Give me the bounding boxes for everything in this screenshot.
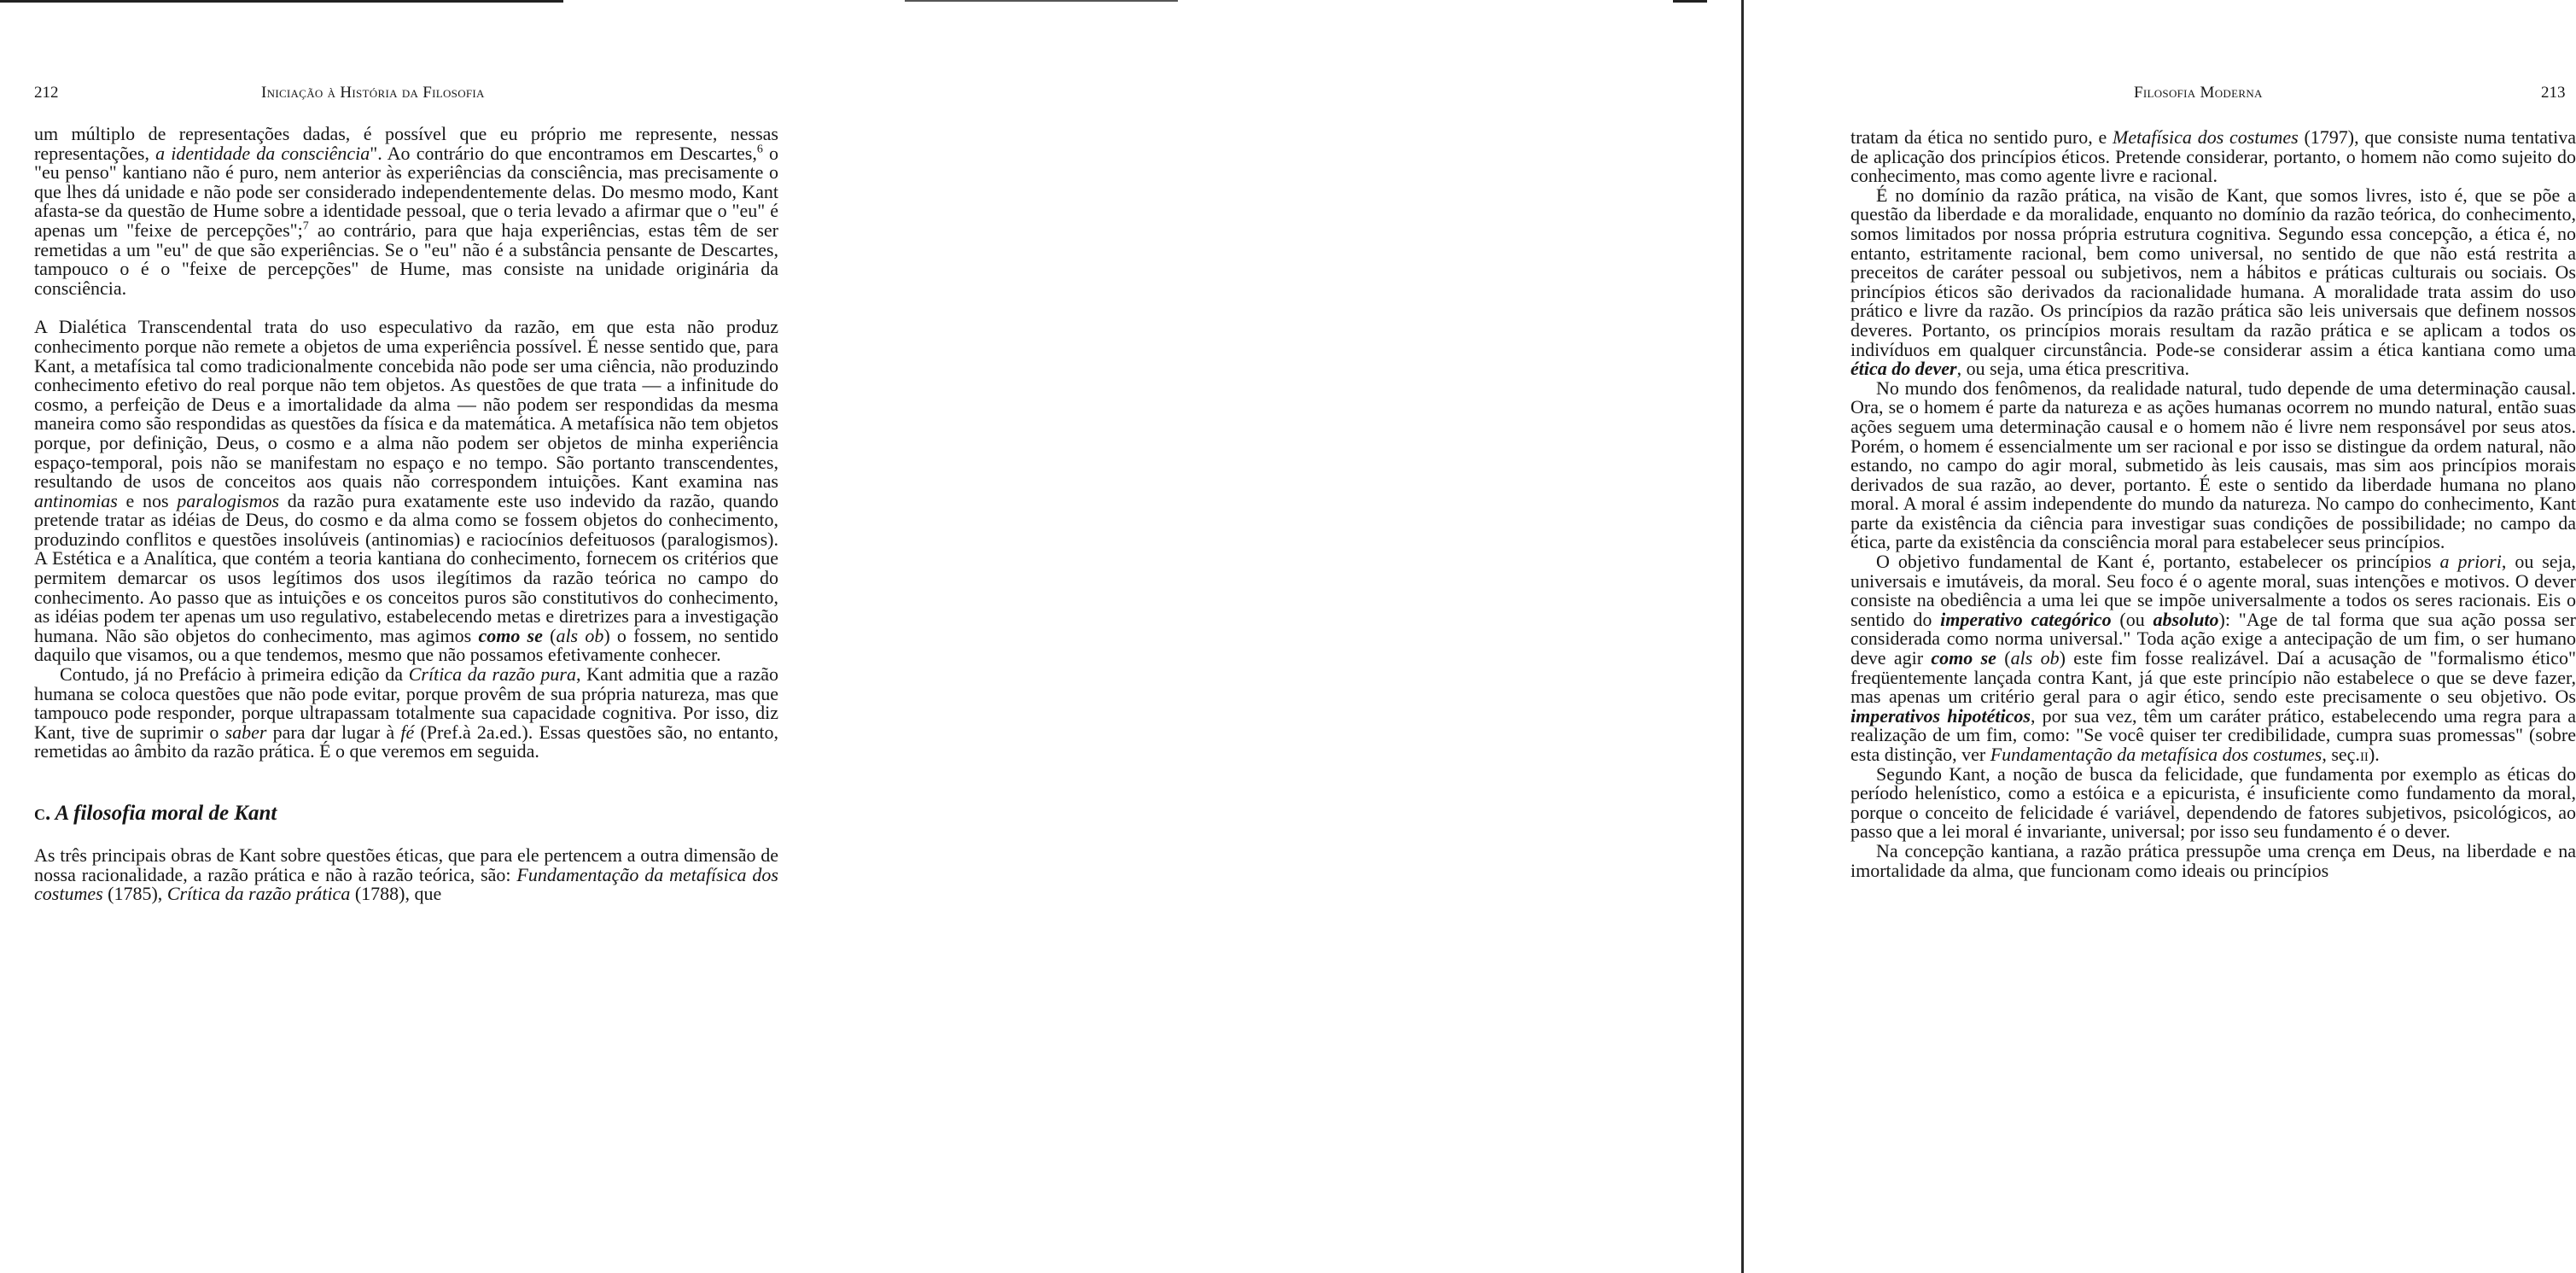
text-run: Segundo Kant, a noção de busca da felicidade, que fundamenta por exemplo as éticas do período helenístico, como a estóica e a epicurista, é insuficiente como fundamento da moral, porque o conceito de felicidade é variável, dependendo de fatores subjetivos, psicológicos, ao passo que a lei moral é invariante, universal; por isso seu fundamento é o dever. xyxy=(1850,762,2576,843)
italic-text: fé xyxy=(400,721,415,743)
text-run: (Pref.à 2a.ed.). Essas questões são, no entanto, remetidas ao âmbito da razão prática. É o que veremos em seguida. xyxy=(34,721,778,762)
section-title: A filosofia moral de Kant xyxy=(55,802,277,825)
right-page xyxy=(862,0,2576,1273)
italic-text: a priori xyxy=(2439,551,2502,573)
italic-text: paralogismos xyxy=(177,489,280,511)
text-run: Contudo, já no Prefácio à primeira edição da xyxy=(60,663,409,686)
paragraph xyxy=(1850,186,2576,379)
bold-italic-text: ética do dever xyxy=(1850,358,1957,380)
text-run: No mundo dos fenômenos, da realidade natural, tudo depende de uma determinação causal. Ora, se o homem é parte da natureza e as ações humanas ocorrem no mundo natural, então suas ações seguem uma determinação causal e o homem não é livre nem responsável por seus atos. Porém, o homem é essencialmente um ser racional e por isso se distingue da ordem natural, não estando, no campo do agir moral, submetido às leis causais, mas sim aos princípios morais derivados de sua razão, ao dever, portanto. É este o sentido da liberdade humana no plano moral. A moral é assim independente do mundo da natureza. No campo do conhecimento, Kant parte da existência da ciência para investigar suas condições de possibilidade; no campo da ética, parte da existência da consciência moral para estabelecer seus princípios. xyxy=(1850,377,2576,553)
text-run: (1785), xyxy=(102,883,167,905)
italic-text: als ob xyxy=(2010,647,2060,669)
paragraph xyxy=(34,125,778,298)
running-head: Filosofia Moderna xyxy=(2134,84,2263,102)
bold-italic-text: como se xyxy=(478,624,543,646)
italic-text: Crítica da razão pura xyxy=(408,663,576,686)
text-run: , ou seja, universais e imutáveis, da moral. Seu foco é o agente moral, suas intenções e motivos. O dever consiste na obediência a uma lei que se impõe universalmente a todos os seres racionais. Eis o sentido do xyxy=(1850,551,2576,630)
paragraph xyxy=(1850,762,2576,843)
paragraph xyxy=(34,846,778,904)
footnote-ref: 7 xyxy=(302,219,309,233)
italic-text: Fundamentação da metafísica dos costumes xyxy=(34,863,778,905)
text-run: e nos xyxy=(117,489,178,511)
left-page xyxy=(0,0,862,1273)
bold-italic-text: imperativo categórico xyxy=(1940,608,2112,630)
paragraph xyxy=(1850,839,2576,881)
text-run: ". Ao contrário do que encontramos em Descartes, xyxy=(370,142,757,164)
paragraph xyxy=(1850,128,2576,186)
text-run: um múltiplo de representações dadas, é possível que eu próprio me represente, nessas representações, xyxy=(34,123,778,164)
text-run: ): "Age de tal forma que sua ação possa ser considerada como norma universal." Toda ação exige a antecipação de um fim, o ser humano deve agir xyxy=(1850,608,2576,669)
bold-italic-text: como se xyxy=(1931,647,1996,669)
text-run: As três principais obras de Kant sobre questões éticas, que para ele pertencem a outra dimensão de nossa racionalidade, a razão prática e não à razão teórica, são: xyxy=(34,844,778,885)
body-text xyxy=(34,125,778,904)
text-run: , Kant admitia que a razão humana se coloca questões que não pode evitar, porque provêm de sua própria natureza, mas que tampouco pode responder, porque ultrapassam totalmente sua capacidade cognitiva. Por isso, diz Kant, tive de suprimir o xyxy=(34,663,778,743)
bold-italic-text: imperativos hipotéticos xyxy=(1850,704,2031,727)
italic-text: als ob xyxy=(556,624,604,646)
text-run: Na concepção kantiana, a razão prática pressupõe uma crença em Deus, na liberdade e na imortalidade da alma, que funcionam como ideais ou princípios xyxy=(1850,839,2576,881)
text-run: ( xyxy=(542,624,557,646)
running-head: Iniciação à História da Filosofia xyxy=(261,84,485,102)
paragraph-gap xyxy=(34,298,778,318)
text-run: ( xyxy=(1996,647,2011,669)
text-run: (1788), que xyxy=(350,883,442,905)
text-run: , ou seja, uma ética prescritiva. xyxy=(1956,358,2190,380)
italic-text: antinomias xyxy=(34,489,118,511)
paragraph xyxy=(1850,379,2576,552)
italic-text: Crítica da razão prática xyxy=(166,883,351,905)
body-text xyxy=(1850,128,2576,880)
text-run: , seç. xyxy=(2322,744,2360,765)
text-run: ) o fossem, no sentido daquilo que visamos, ou a que tendemos, mesmo que não possamos efetivamente conhecer. xyxy=(34,624,778,666)
text-run: ao contrário, para que haja experiências, estas têm de ser remetidas a um "eu" de que são experiências. Se o "eu" não é a substância pensante de Descartes, tampouco o é o "feixe de percepções" de Hume, mas consiste na unidade originária da consciência. xyxy=(34,219,778,299)
text-run: (ou xyxy=(2111,608,2153,630)
footnote-ref: 6 xyxy=(756,143,763,156)
text-run: A Dialética Transcendental trata do uso especulativo da razão, em que esta não produz conhecimento porque não remete a objetos de uma experiência possível. É nesse sentido que, para Kant, a metafísica tal como tradicionalmente concebida não pode ser uma ciência, não produzindo conhecimento efetivo do real porque não tem objetos. As questões de que trata — a infinitude do cosmo, a perfeição de Deus e a imortalidade da alma — não podem ser respondidas da mesma maneira como são respondidas as questões da física e da matemática. A metafísica não tem objetos porque, por definição, Deus, o cosmo e a alma não podem ser objetos de minha experiência espaço-temporal, pois não se manifestam no espaço e no tempo. São portanto transcendentes, resultando de usos de conceitos aos quais não correspondem intuições. Kant examina nas xyxy=(34,316,778,493)
section-letter: c. xyxy=(34,802,51,825)
bold-italic-text: absoluto xyxy=(2153,608,2219,630)
text-run: , por sua vez, têm um caráter prático, estabelecendo uma regra para a realização de um fim, como: "Se você quiser ter credibilidade, cumpra suas promessas" (sobre esta distinção, ver xyxy=(1850,704,2576,765)
italic-text: Fundamentação da metafísica dos costumes xyxy=(1990,744,2322,765)
text-run: É no domínio da razão prática, na visão de Kant, que somos livres, isto é, que se põe a questão da liberdade e da moralidade, enquanto no domínio da razão teórica, do conhecimento, somos limitados por nossa própria estrutura cognitiva. Segundo essa concepção, a ética é, no entanto, estritamente racional, bem como universal, no sentido de que não está restrita a preceitos de caráter pessoal ou subjetivos, nem a hábitos e práticas culturais ou sociais. Os princípios éticos são derivados da racionalidade humana. A moralidade trata assim do uso prático e livre da razão. Os princípios da razão prática são leis universais que definem nossos deveres. Portanto, os princípios morais resultam da razão prática e se aplicam a todos os indivíduos em qualquer circunstância. Pode-se considerar assim a ética kantiana como uma xyxy=(1850,184,2576,360)
italic-text: saber xyxy=(224,721,267,743)
text-run: da razão pura exatamente este uso indevido da razão, quando pretende tratar as idéias de Deus, do cosmo e da alma como se fossem objetos do conhecimento, produzindo conflitos e questões insolúveis (antinomias) e raciocínios defeituosos (paralogismos). A Estética e a Analítica, que contém a teoria kantiana do conhecimento, fornecem os critérios que permitem demarcar os usos legítimos dos usos ilegítimos da razão teórica no campo do conhecimento. Ao passo que as intuições e os conceitos puros são constitutivos do conhecimento, as idéias podem ter apenas um uso regulativo, estabelecendo metas e diretrizes para a investigação humana. Não são objetos do conhecimento, mas agimos xyxy=(34,489,779,646)
text-run: (1797), que consiste numa tentativa de aplicação dos princípios éticos. Pretende considerar, portanto, o homem não como sujeito do conhecimento, mas como agente livre e racional. xyxy=(1850,126,2576,187)
paragraph-gap xyxy=(34,781,778,801)
italic-text: Metafísica dos costumes xyxy=(2113,126,2299,148)
italic-text: a identidade da consciência xyxy=(155,142,370,164)
paragraph-gap xyxy=(34,826,778,846)
section-heading xyxy=(34,801,778,826)
paragraph xyxy=(1850,552,2576,765)
text-run: O objetivo fundamental de Kant é, portanto, estabelecer os princípios xyxy=(1876,551,2440,573)
text-run: tratam da ética no sentido puro, e xyxy=(1850,126,2113,148)
page-number: 213 xyxy=(2541,84,2566,102)
text-run: para dar lugar à xyxy=(266,721,401,743)
text-run: o "eu penso" kantiano não é puro, nem anterior às experiências da consciência, mas precisamente o que lhes dá unidade e não pode ser considerado independentemente delas. Do mesmo modo, Kant afasta-se da questão de Hume sobre a identidade pessoal, que o teria levado a afirmar que o "eu" é apenas um "feixe de percepções"; xyxy=(34,142,778,241)
text-run: ). xyxy=(2368,744,2380,765)
paragraph xyxy=(34,318,778,665)
text-run: ) este fim fosse realizável. Daí a acusação de "formalismo ético" freqüentemente lançada contra Kant, já que este princípio não estabelece o que se deve fazer, mas apenas um critério geral para o agir ético, sendo este precisamente o seu objetivo. Os xyxy=(1850,647,2576,708)
paragraph-gap xyxy=(34,762,778,781)
paragraph xyxy=(34,665,778,762)
page-number: 212 xyxy=(34,84,59,102)
small-caps-text: ii xyxy=(2359,744,2369,765)
